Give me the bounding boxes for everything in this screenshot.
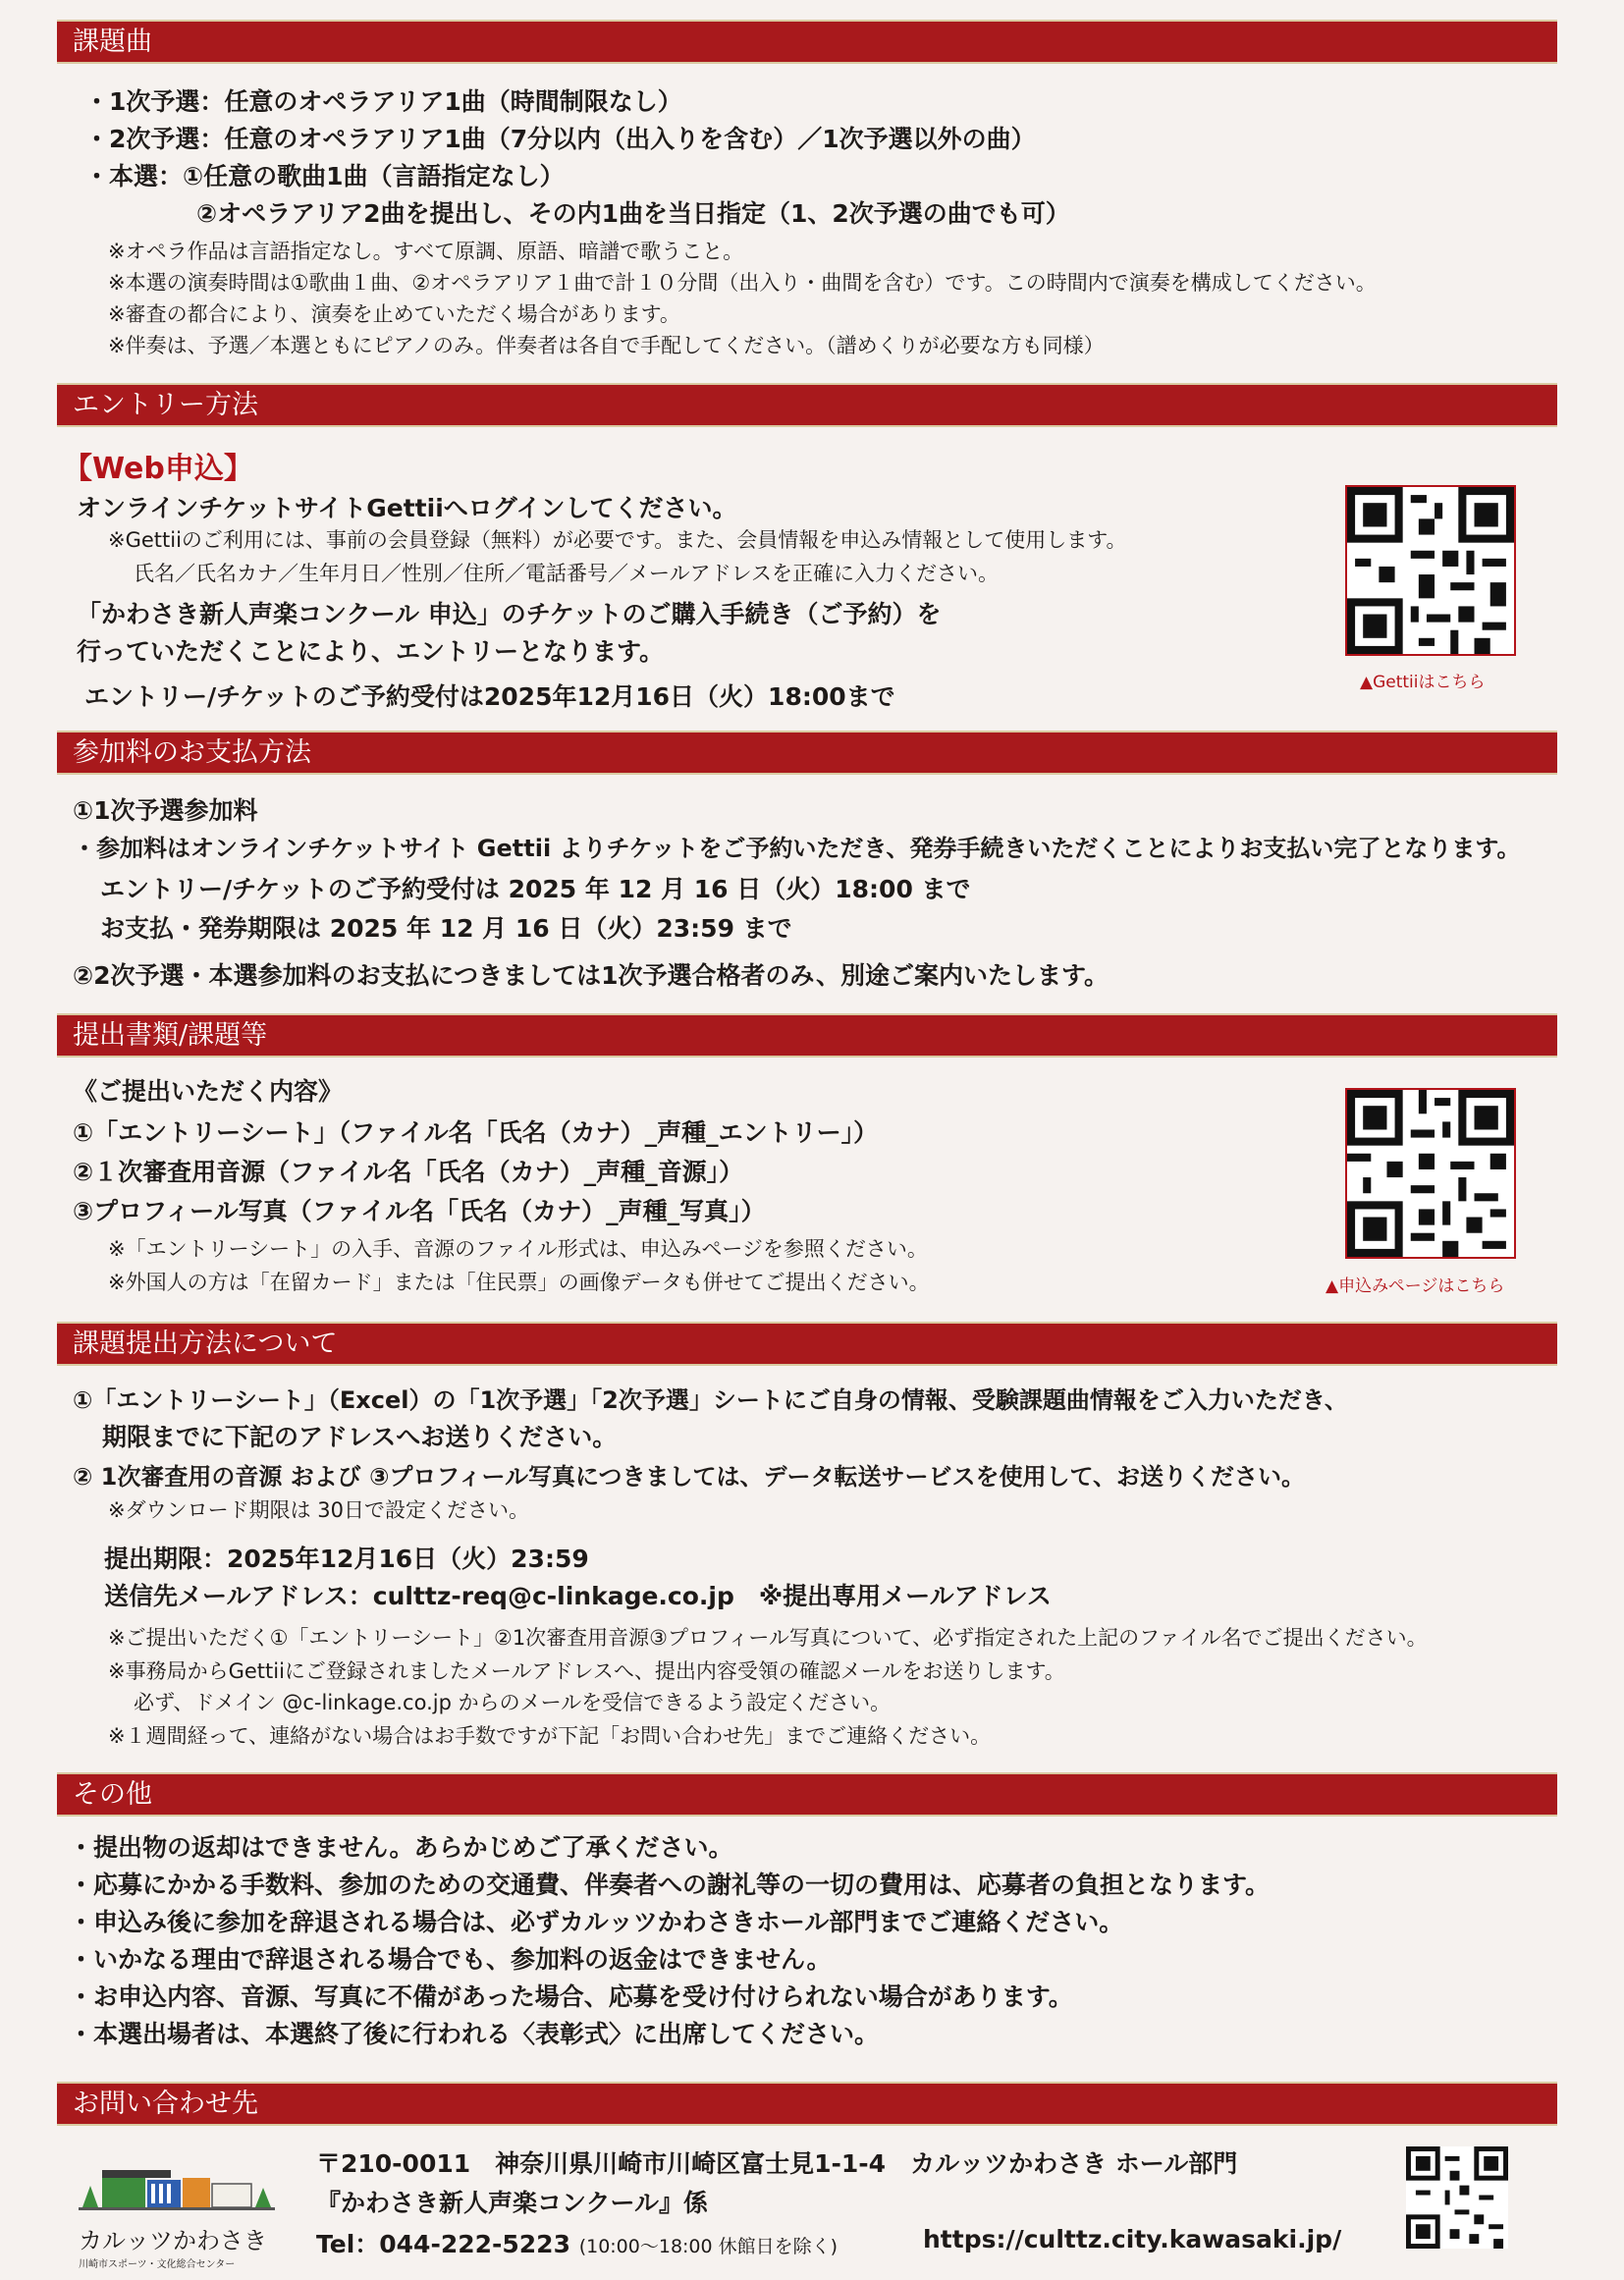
docs-note-1: ※「エントリーシート」の入手、音源のファイル形式は、申込みページを参照ください。 xyxy=(108,1237,928,1261)
contact-qr-code[interactable] xyxy=(1406,2146,1508,2249)
section-fee xyxy=(57,731,1557,775)
fee-line-2: ・参加料はオンラインチケットサイト Gettii よりチケットをご予約いただき、発券手続きいただくことによりお支払い完了となります。 xyxy=(73,835,1521,862)
other-line-1: ・提出物の返却はできません。あらかじめご了承ください。 xyxy=(69,1833,733,1862)
apply-page-qr-code[interactable] xyxy=(1345,1088,1516,1259)
submit-line-1: ①「エントリーシート」（Excel）の「1次予選」「2次予選」シートにご自身の情報、受験課題曲情報をご入力いただき、 xyxy=(73,1386,1348,1414)
submit-note-2: ※ご提出いただく①「エントリーシート」②1次審査用音源③プロフィール写真について、必ず指定された上記のファイル名でご提出ください。 xyxy=(108,1626,1428,1650)
kadai-note-4: ※伴奏は、予選／本選ともにピアノのみ。伴奏者は各自で手配してください。（譜めくりが必要な方も同様） xyxy=(108,334,1105,357)
docs-line-3: ②１次審査用音源（ファイル名「氏名（カナ）_声種_音源」） xyxy=(73,1158,744,1186)
docs-line-4: ③プロフィール写真（ファイル名「氏名（カナ）_声種_写真」） xyxy=(73,1197,766,1225)
docs-line-2: ①「エントリーシート」（ファイル名「氏名（カナ）_声種_エントリー」） xyxy=(73,1118,879,1147)
kadai-note-3: ※審査の都合により、演奏を止めていただく場合があります。 xyxy=(108,302,680,326)
apply-page-qr-caption xyxy=(1326,1272,1504,1296)
section-title-docs: 提出書類/課題等 xyxy=(57,1013,1557,1058)
section-submit xyxy=(57,1322,1557,1366)
section-title-entry: エントリー方法 xyxy=(57,383,1557,427)
submit-note-4: 必ず、ドメイン @c-linkage.co.jp からのメールを受信できるよう設定ください。 xyxy=(134,1691,892,1714)
contact-hours: (10:00〜18:00 休館日を除く) xyxy=(578,2236,839,2257)
culttz-logo xyxy=(79,2146,275,2270)
submit-line-3: ② 1次審査用の音源 および ③プロフィール写真につきましては、データ転送サービスを使用して、お送りください。 xyxy=(73,1463,1306,1491)
other-line-4: ・いかなる理由で辞退される場合でも、参加料の返金はできません。 xyxy=(69,1945,832,1974)
kadai-note-2: ※本選の演奏時間は①歌曲１曲、②オペラアリア１曲で計１０分間（出入り・曲間を含む）です。この時間内で演奏を構成してください。 xyxy=(108,271,1377,295)
other-line-5: ・お申込内容、音源、写真に不備があった場合、応募を受け付けられない場合があります。 xyxy=(69,1982,1073,2011)
section-title-kadai: 課題曲 xyxy=(57,20,1557,64)
section-kadai xyxy=(57,20,1557,64)
culttz-logo-name: カルッツかわさき xyxy=(79,2227,267,2254)
section-docs xyxy=(57,1013,1557,1058)
kadai-line-4: ②オペラアリア2曲を提出し、その内1曲を当日指定（1、2次予選の曲でも可） xyxy=(196,199,1070,228)
entry-deadline: エントリー/チケットのご予約受付は2025年12月16日（火）18:00まで xyxy=(84,682,895,711)
culttz-logo-building-icon xyxy=(79,2146,275,2215)
section-title-submit: 課題提出方法について xyxy=(57,1322,1557,1366)
entry-note-2: 氏名／氏名カナ／生年月日／性別／住所／電話番号／メールアドレスを正確に入力ください。 xyxy=(134,562,999,585)
other-line-6: ・本選出場者は、本選終了後に行われる〈表彰式〉に出席してください。 xyxy=(69,2020,880,2048)
fee-line-1: ①1次予選参加料 xyxy=(73,796,258,825)
submit-note-5: ※１週間経って、連絡がない場合はお手数ですが下記「お問い合わせ先」までご連絡ください。 xyxy=(108,1724,992,1748)
culttz-logo-subtitle: 川崎市スポーツ・文化総合センター xyxy=(79,2259,236,2270)
other-line-2: ・応募にかかる手数料、参加のための交通費、伴奏者への謝礼等の一切の費用は、応募者の負担となります。 xyxy=(69,1871,1271,1899)
fee-line-4: お支払・発券期限は 2025 年 12 月 16 日（火）23:59 まで xyxy=(100,914,792,943)
apply-page-qr-caption-text: ▲申込みページはこちら xyxy=(1326,1276,1505,1296)
submit-note-1: ※ダウンロード期限は 30日で設定ください。 xyxy=(108,1498,529,1522)
submit-mail-address: 送信先メールアドレス：culttz-req@c-linkage.co.jp ※提出専用メールアドレス xyxy=(104,1582,1052,1610)
entry-line-2: 「かわさき新人声楽コンクール 申込」のチケットのご購入手続き（ご予約）を xyxy=(77,600,942,628)
gettii-qr-code[interactable] xyxy=(1345,485,1516,656)
kadai-line-2: ・2次予選：任意のオペラアリア1曲（7分以内（出入りを含む）／1次予選以外の曲） xyxy=(84,125,1036,153)
entry-note-1: ※Gettiiのご利用には、事前の会員登録（無料）が必要です。また、会員情報を申込み情報として使用します。 xyxy=(108,528,1127,552)
contact-url[interactable]: https://culttz.city.kawasaki.jp/ xyxy=(923,2225,1342,2253)
kadai-line-1: ・1次予選：任意のオペラアリア1曲（時間制限なし） xyxy=(84,87,682,116)
contact-organizer: 『かわさき新人声楽コンクール』係 xyxy=(316,2189,709,2217)
section-entry xyxy=(57,383,1557,427)
docs-note-2: ※外国人の方は「在留カード」または「住民票」の画像データも併せてご提出ください。 xyxy=(108,1271,930,1294)
entry-line-3: 行っていただくことにより、エントリーとなります。 xyxy=(77,637,665,666)
contact-tel xyxy=(316,2225,838,2260)
kadai-line-3: ・本選：①任意の歌曲1曲（言語指定なし） xyxy=(84,162,565,190)
web-apply-label: 【Web申込】 xyxy=(63,452,253,486)
gettii-qr-caption xyxy=(1360,668,1485,692)
section-title-other: その他 xyxy=(57,1772,1557,1817)
submit-line-2: 期限までに下記のアドレスへお送りください。 xyxy=(102,1423,618,1451)
fee-line-5: ②2次予選・本選参加料のお支払につきましては1次予選合格者のみ、別途ご案内いたします。 xyxy=(73,961,1109,990)
contact-address: 〒210-0011 神奈川県川崎市川崎区富士見1-1-4 カルッツかわさき ホール部門 xyxy=(316,2149,1238,2178)
fee-line-3: エントリー/チケットのご予約受付は 2025 年 12 月 16 日（火）18:00 まで xyxy=(100,875,971,903)
section-title-contact: お問い合わせ先 xyxy=(57,2082,1557,2126)
section-title-fee: 参加料のお支払方法 xyxy=(57,731,1557,775)
contact-tel-number[interactable]: Tel：044-222-5223 xyxy=(316,2230,570,2258)
section-other xyxy=(57,1772,1557,1817)
section-contact xyxy=(57,2082,1557,2126)
submit-note-3: ※事務局からGettiiにご登録されましたメールアドレスへ、提出内容受領の確認メールをお送りします。 xyxy=(108,1659,1065,1683)
other-line-3: ・申込み後に参加を辞退される場合は、必ずカルッツかわさきホール部門までご連絡ください。 xyxy=(69,1908,1124,1936)
docs-line-1: 《ご提出いただく内容》 xyxy=(73,1077,344,1106)
kadai-note-1: ※オペラ作品は言語指定なし。すべて原調、原語、暗譜で歌うこと。 xyxy=(108,240,744,263)
submit-deadline: 提出期限：2025年12月16日（火）23:59 xyxy=(104,1545,589,1573)
gettii-qr-caption-text: ▲Gettiiはこちら xyxy=(1360,673,1486,692)
entry-line-1: オンラインチケットサイトGettiiへログインしてください。 xyxy=(77,494,737,522)
